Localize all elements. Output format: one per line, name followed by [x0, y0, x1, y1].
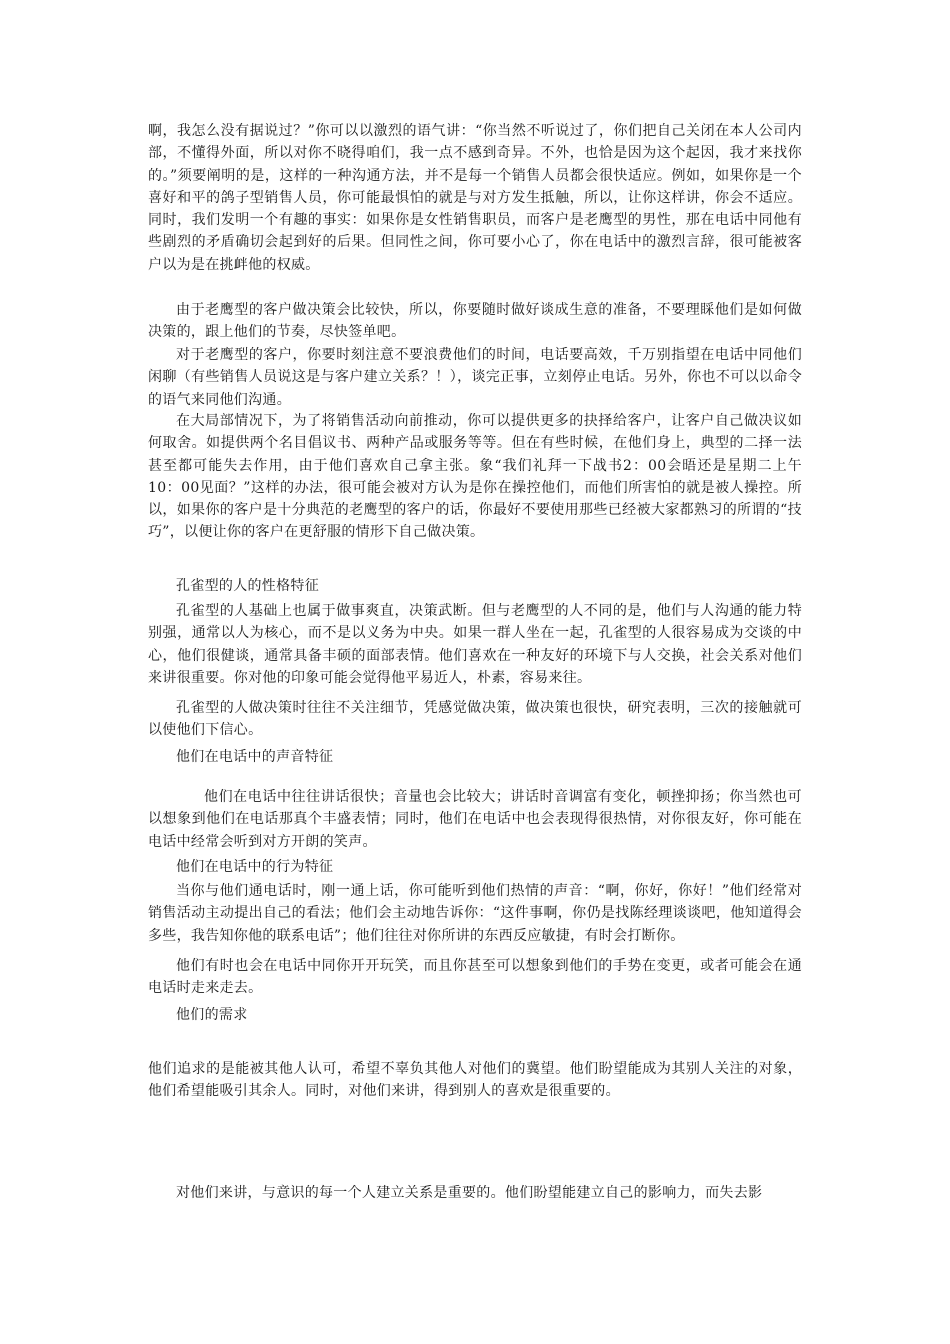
section-heading-voice-traits: 他们在电话中的声音特征	[176, 749, 334, 765]
paragraph-3: 对于老鹰型的客户，你要时刻注意不要浪费他们的时间，电话要高效，千万别指望在电话中同他们闲聊（有些销售人员说这是与客户建立关系？！），谈完正事，立刻停止电话。另外，你也不可以以命令的语气来同他们沟通。	[148, 347, 802, 408]
paragraph-2: 由于老鹰型的客户做决策会比较快，所以，你要随时做好谈成生意的准备，不要理睬他们是如何做决策的，跟上他们的节奏，尽快签单吧。	[148, 302, 802, 341]
paragraph-11: 对他们来讲，与意识的每一个人建立关系是重要的。他们盼望能建立自己的影响力，而失去影	[176, 1185, 763, 1201]
paragraph-5: 孔雀型的人基础上也属于做事爽直，决策武断。但与老鹰型的人不同的是，他们与人沟通的能力特别强，通常以人为核心，而不是以义务为中央。如果一群人坐在一起，孔雀型的人很容易成为交谈的中心，他们很健谈，通常具备丰硕的面部表情。他们喜欢在一种友好的环境下与人交换，社会关系对他们来讲很重要。你对他的印象可能会觉得他平易近人，朴素，容易来往。	[148, 603, 802, 686]
paragraph-9: 他们有时也会在电话中同你开开玩笑，而且你甚至可以想象到他们的手势在变更，或者可能会在通电话时走来走去。	[148, 958, 802, 997]
paragraph-6: 孔雀型的人做决策时往往不关注细节，凭感觉做决策，做决策也很快，研究表明，三次的接触就可以使他们下信心。	[148, 700, 802, 739]
paragraph-7: 他们在电话中往往讲话很快；音量也会比较大；讲话时音调富有变化，顿挫抑扬；你当然也可以想象到他们在电话那真个丰盛表情；同时，他们在电话中也会表现得很热情，对你很友好，你可能在电话中经常会听到对方开朗的笑声。	[148, 789, 802, 850]
section-heading-needs: 他们的需求	[176, 1007, 248, 1023]
paragraph-8: 当你与他们通电话时，刚一通上话，你可能听到他们热情的声音：“啊，你好，你好！”他们经常对销售活动主动提出自己的看法；他们会主动地告诉你：“这件事啊，你仍是找陈经理谈谈吧，他知道得会多些，我告知你他的联系电话”；他们往往对你所讲的东西反应敏捷，有时会打断你。	[148, 883, 802, 944]
section-heading-peacock-traits: 孔雀型的人的性格特征	[176, 578, 319, 594]
paragraph-4: 在大局部情况下，为了将销售活动向前推动，你可以提供更多的抉择给客户，让客户自己做决议如何取舍。如提供两个名目倡议书、两种产品或服务等等。但在有些时候，在他们身上，典型的二择一法甚至都可能失去作用，由于他们喜欢自己拿主张。象“我们礼拜一下战书2：00会晤还是星期二上午10：00见面？”这样的办法，很可能会被对方认为是你在操控他们，而他们所害怕的就是被人操控。所以，如果你的客户是十分典范的老鹰型的客户的话，你最好不要使用那些已经被大家都熟习的所谓的“技巧”，以便让你的客户在更舒服的情形下自己做决策。	[148, 413, 802, 541]
paragraph-1: 啊，我怎么没有据说过？”你可以以激烈的语气讲：“你当然不听说过了，你们把自己关闭在本人公司内部，不懂得外面，所以对你不晓得咱们，我一点不感到奇异。不外，也恰是因为这个起因，我才来找你的。”须要阐明的是，这样的一种沟通方法，并不是每一个销售人员都会很快适应。例如，如果你是一个喜好和平的鸽子型销售人员，你可能最惧怕的就是与对方发生抵触，所以，让你这样讲，你会不适应。同时，我们发明一个有趣的事实：如果你是女性销售职员，而客户是老鹰型的男性，那在电话中同他有些剧烈的矛盾确切会起到好的后果。但同性之间，你可要小心了，你在电话中的激烈言辞，很可能被客户以为是在挑衅他的权威。	[148, 123, 802, 273]
section-heading-behavior-traits: 他们在电话中的行为特征	[176, 859, 334, 875]
paragraph-10: 他们追求的是能被其他人认可，希望不辜负其他人对他们的冀望。他们盼望能成为其别人关注的对象，他们希望能吸引其余人。同时，对他们来讲，得到别人的喜欢是很重要的。	[148, 1061, 802, 1100]
